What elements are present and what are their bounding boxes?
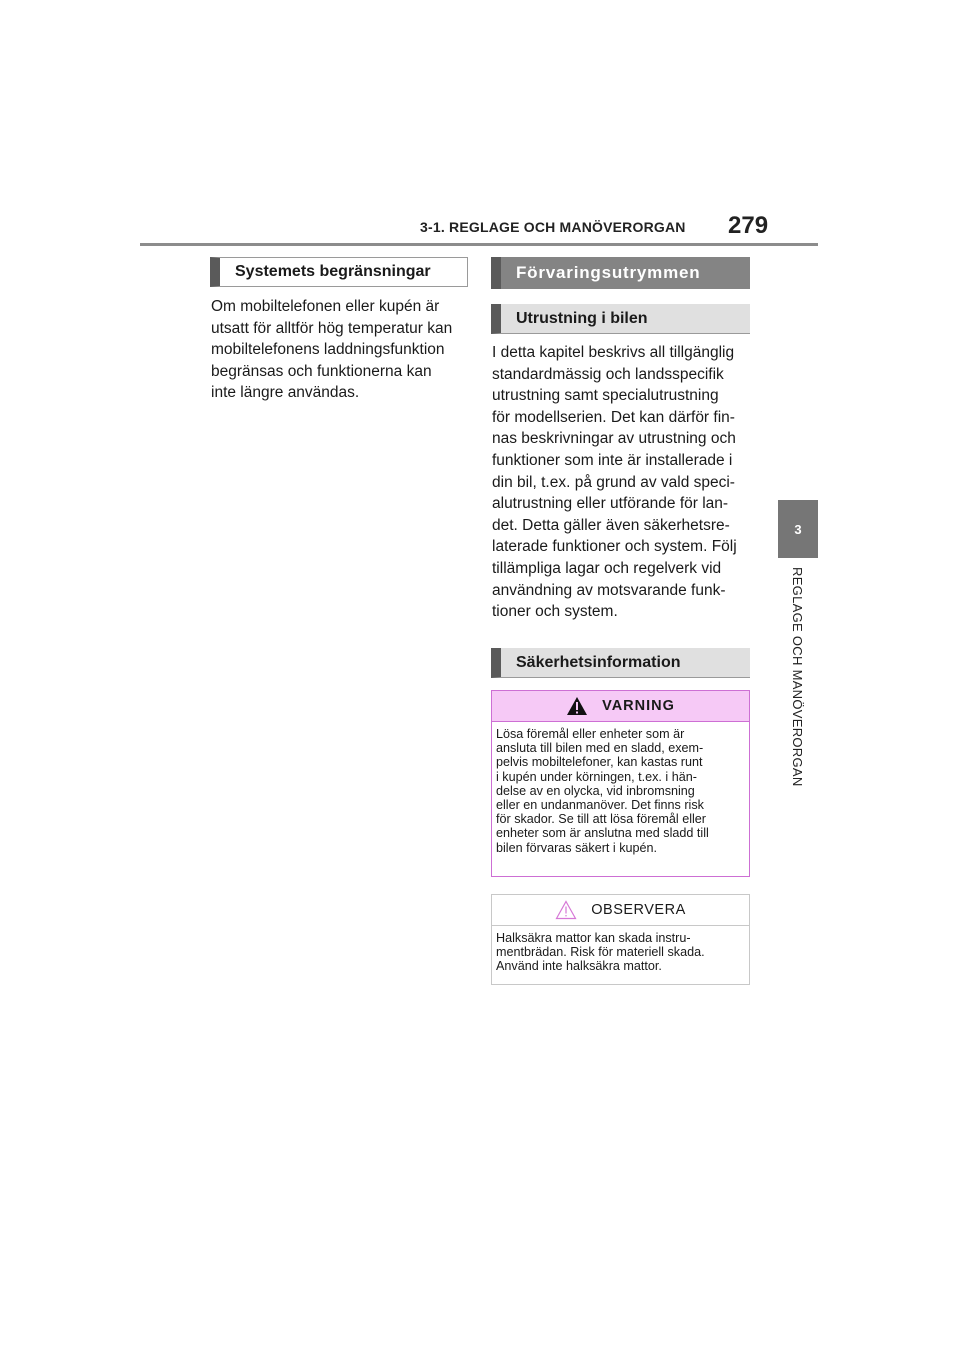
text-line: Använd inte halksäkra mattor. bbox=[496, 959, 662, 974]
text-line: delse av en olycka, vid inbromsning bbox=[496, 783, 695, 798]
text-line: begränsas och funktionerna kan bbox=[211, 362, 432, 380]
warning-header bbox=[492, 691, 749, 722]
left-body-text bbox=[211, 296, 452, 404]
text-line: ansluta till bilen med en sladd, exem- bbox=[496, 741, 704, 756]
heading-utrustning-i-bilen: Utrustning i bilen bbox=[491, 304, 750, 334]
heading-forvaringsutrymmen: Förvaringsutrymmen bbox=[491, 257, 750, 289]
notice-text bbox=[492, 926, 749, 982]
text-line: mentbrädan. Risk för materiell skada. bbox=[496, 945, 705, 960]
text-line: utsatt för alltför hög temperatur kan bbox=[211, 319, 453, 337]
text-line: bilen förvaras säkert i kupén. bbox=[496, 840, 658, 855]
right-body-text bbox=[492, 342, 737, 623]
text-line: eller en undanmanöver. Det finns risk bbox=[496, 798, 704, 813]
text-line: tioner och system. bbox=[492, 603, 618, 621]
heading-systemets-begransningar: Systemets begränsningar bbox=[210, 257, 468, 287]
heading-sakerhetsinformation: Säkerhetsinformation bbox=[491, 648, 750, 678]
text-line: din bil, t.ex. på grund av vald speci- bbox=[492, 473, 735, 491]
warning-title: VARNING bbox=[602, 698, 675, 714]
chapter-tab: 3 bbox=[778, 500, 818, 558]
text-line: funktioner som inte är installerade i bbox=[492, 451, 733, 469]
chapter-side-label: REGLAGE OCH MANÖVERORGAN bbox=[790, 567, 805, 787]
notice-box bbox=[491, 894, 750, 985]
text-line: laterade funktioner och system. Följ bbox=[492, 538, 737, 556]
header-divider bbox=[140, 243, 818, 246]
page-number: 279 bbox=[728, 212, 769, 239]
text-line: nas beskrivningar av utrustning och bbox=[492, 430, 736, 448]
text-line: I detta kapitel beskrivs all tillgänglig bbox=[492, 344, 735, 361]
text-line: Lösa föremål eller enheter som är bbox=[496, 727, 685, 741]
warning-box bbox=[491, 690, 750, 877]
text-line: mobiltelefonens laddningsfunktion bbox=[211, 341, 445, 359]
warning-text bbox=[492, 722, 749, 863]
caution-outline-triangle-icon bbox=[555, 900, 577, 920]
text-line: enheter som är anslutna med sladd till bbox=[496, 826, 709, 841]
text-line: standardmässig och landsspecifik bbox=[492, 365, 724, 383]
text-line: Halksäkra mattor kan skada instru- bbox=[496, 931, 691, 945]
text-line: alutrustning eller utförande för lan- bbox=[492, 495, 729, 513]
text-line: tillämpliga lagar och regelverk vid bbox=[492, 559, 722, 577]
text-line: Om mobiltelefonen eller kupén är bbox=[211, 298, 440, 315]
text-line: för modellserien. Det kan därför fin- bbox=[492, 408, 735, 426]
text-line: pelvis mobiltelefoner, kan kastas runt bbox=[496, 755, 703, 770]
text-line: användning av motsvarande funk- bbox=[492, 581, 726, 599]
warning-triangle-icon bbox=[566, 696, 588, 716]
text-line: i kupén under körningen, t.ex. i hän- bbox=[496, 769, 697, 784]
text-line: inte längre användas. bbox=[211, 384, 360, 402]
notice-header bbox=[492, 895, 749, 926]
section-title: 3-1. REGLAGE OCH MANÖVERORGAN bbox=[420, 219, 686, 235]
text-line: utrustning samt specialutrustning bbox=[492, 387, 719, 405]
text-line: för skador. Se till att lösa föremål eller bbox=[496, 812, 706, 827]
notice-title: OBSERVERA bbox=[591, 902, 686, 918]
text-line: det. Detta gäller även säkerhetsre- bbox=[492, 516, 730, 534]
